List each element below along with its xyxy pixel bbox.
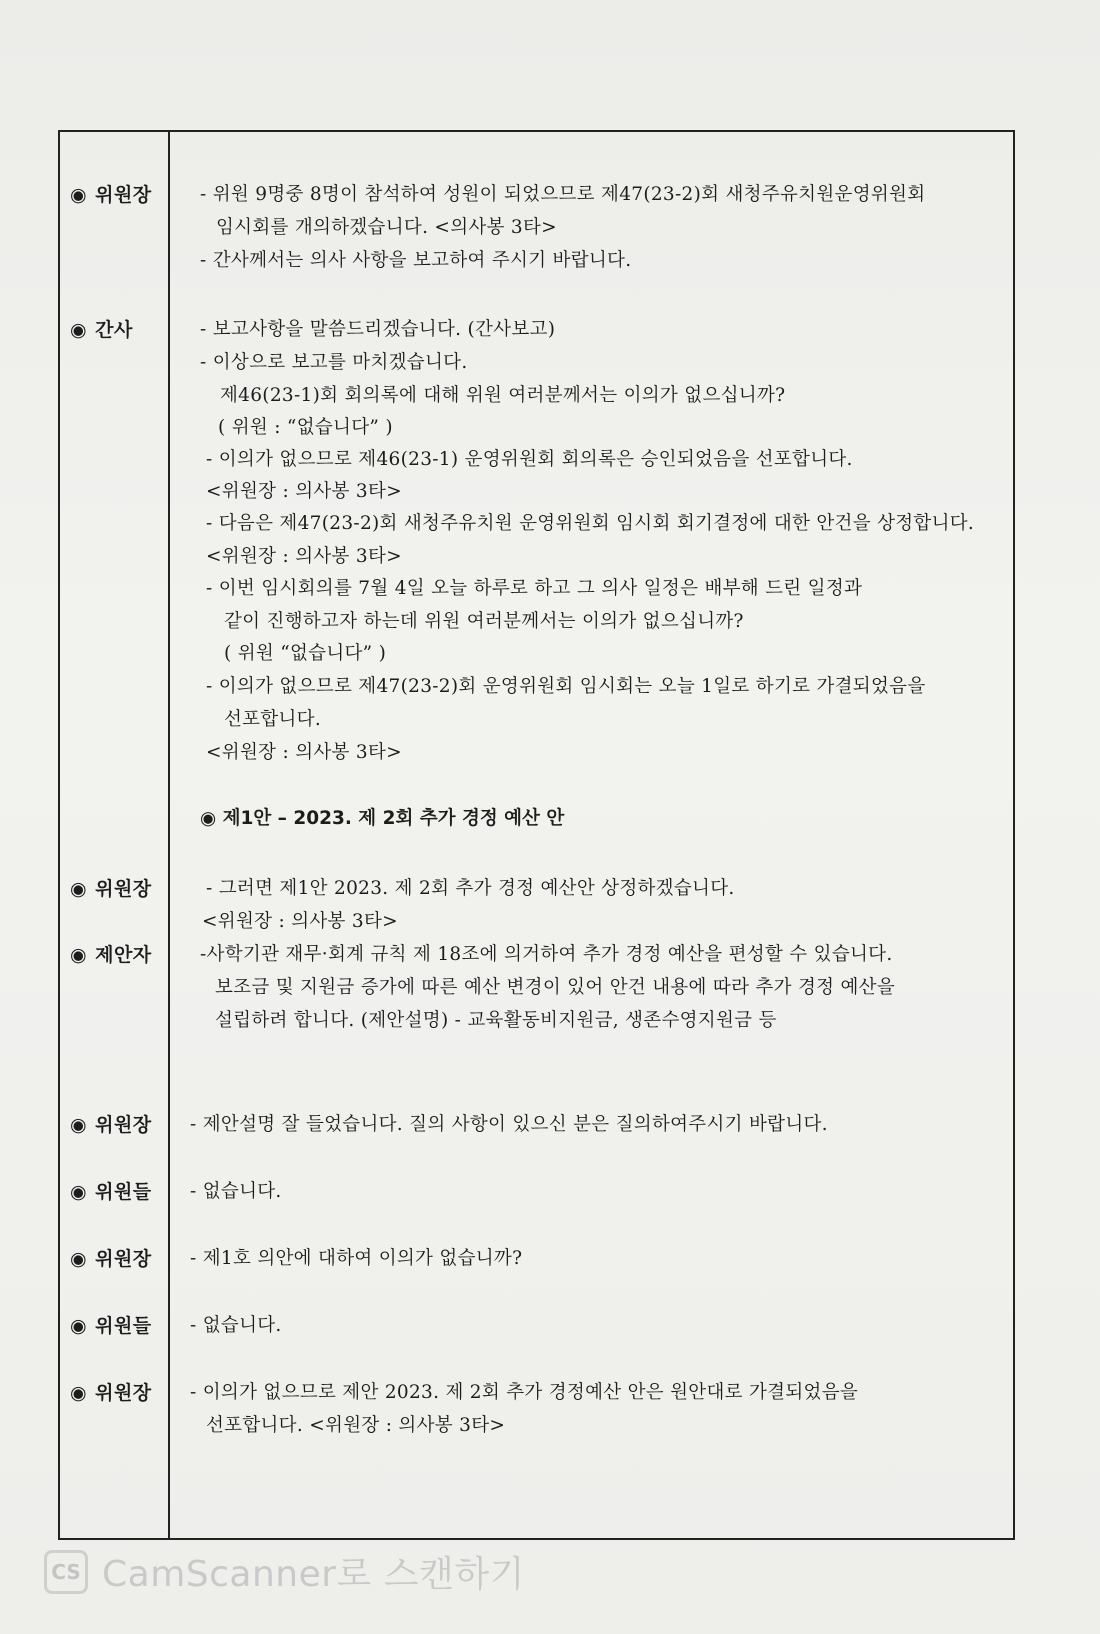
bullet-icon: ◉ — [70, 319, 88, 341]
minutes-line: - 이상으로 보고를 마치겠습니다. — [200, 352, 468, 373]
minutes-line: - 제안설명 잘 들었습니다. 질의 사항이 있으신 분은 질의하여주시기 바랍니다. — [190, 1114, 828, 1135]
bullet-icon: ◉ — [70, 1114, 88, 1136]
minutes-line: <위원장 : 의사봉 3타> — [202, 911, 398, 932]
minutes-line: - 이번 임시회의를 7월 4일 오늘 하루로 하고 그 의사 일정은 배부해 드린 일정과 — [206, 578, 863, 599]
minutes-line: - 보고사항을 말씀드리겠습니다. (간사보고) — [200, 319, 556, 340]
minutes-table — [58, 130, 1015, 1540]
minutes-line: - 제1호 의안에 대하여 이의가 없습니까? — [190, 1248, 523, 1269]
section-title: ◉ 제1안 – 2023. 제 2회 추가 경정 예산 안 — [200, 808, 565, 829]
speaker-label: ◉ 간사 — [70, 319, 133, 341]
bullet-icon: ◉ — [70, 1315, 88, 1337]
speaker-label: ◉ 위원장 — [70, 1248, 152, 1270]
minutes-line: - 이의가 없으므로 제47(23-2)회 운영위원회 임시회는 오늘 1일로 하기로 가결되었음을 — [206, 676, 926, 697]
minutes-line: - 없습니다. — [190, 1181, 282, 1202]
minutes-line: 선포합니다. — [224, 709, 322, 730]
minutes-line: - 이의가 없으므로 제46(23-1) 운영위원회 회의록은 승인되었음을 선포합니다. — [206, 449, 853, 470]
bullet-icon: ◉ — [70, 1181, 88, 1203]
minutes-line: 설립하려 합니다. (제안설명) - 교육활동비지원금, 생존수영지원금 등 — [215, 1010, 777, 1031]
bullet-icon: ◉ — [70, 1382, 88, 1404]
minutes-line: - 다음은 제47(23-2)회 새청주유치원 운영위원회 임시회 회기결정에 대한 안건을 상정합니다. — [206, 513, 975, 534]
minutes-line: - 이의가 없으므로 제안 2023. 제 2회 추가 경정예산 안은 원안대로 가결되었음을 — [190, 1382, 859, 1403]
bullet-icon: ◉ — [70, 184, 88, 206]
bullet-icon: ◉ — [70, 944, 88, 966]
bullet-icon: ◉ — [70, 1248, 88, 1270]
speaker-label: ◉ 위원장 — [70, 1114, 152, 1136]
minutes-line: 보조금 및 지원금 증가에 따른 예산 변경이 있어 안건 내용에 따라 추가 경정 예산을 — [215, 977, 895, 998]
bullet-icon: ◉ — [70, 878, 88, 900]
minutes-line: ( 위원 “없습니다” ) — [224, 643, 387, 664]
minutes-line: <위원장 : 의사봉 3타> — [206, 481, 402, 502]
speaker-label: ◉ 위원들 — [70, 1181, 152, 1203]
minutes-line: 같이 진행하고자 하는데 위원 여러분께서는 이의가 없으십니까? — [224, 611, 744, 632]
speaker-label: ◉ 제안자 — [70, 944, 152, 966]
minutes-line: - 간사께서는 의사 사항을 보고하여 주시기 바랍니다. — [200, 250, 632, 271]
minutes-line: - 그러면 제1안 2023. 제 2회 추가 경정 예산안 상정하겠습니다. — [206, 878, 735, 899]
minutes-line: ( 위원 : “없습니다” ) — [218, 417, 393, 438]
speaker-label: ◉ 위원장 — [70, 878, 152, 900]
minutes-line: - 없습니다. — [190, 1315, 282, 1336]
camscanner-watermark — [44, 1546, 525, 1597]
speaker-label: ◉ 위원장 — [70, 184, 152, 206]
minutes-line: <위원장 : 의사봉 3타> — [206, 742, 402, 763]
speaker-label: ◉ 위원들 — [70, 1315, 152, 1337]
minutes-line: 제46(23-1)회 회의록에 대해 위원 여러분께서는 이의가 없으십니까? — [220, 385, 786, 406]
speaker-label: ◉ 위원장 — [70, 1382, 152, 1404]
minutes-line: 임시회를 개의하겠습니다. <의사봉 3타> — [216, 217, 557, 238]
minutes-line: 선포합니다. <위원장 : 의사봉 3타> — [206, 1415, 506, 1436]
minutes-line: <위원장 : 의사봉 3타> — [206, 546, 402, 567]
column-divider — [168, 132, 170, 1538]
minutes-line: - 위원 9명중 8명이 참석하여 성원이 되었으므로 제47(23-2)회 새청주유치원운영위원회 — [200, 184, 926, 205]
watermark-text: CamScanner로 스캔하기 — [102, 1554, 525, 1595]
minutes-line: -사학기관 재무·회계 규칙 제 18조에 의거하여 추가 경정 예산을 편성할 수 있습니다. — [200, 944, 893, 965]
camscanner-logo-icon: CS — [44, 1550, 88, 1594]
